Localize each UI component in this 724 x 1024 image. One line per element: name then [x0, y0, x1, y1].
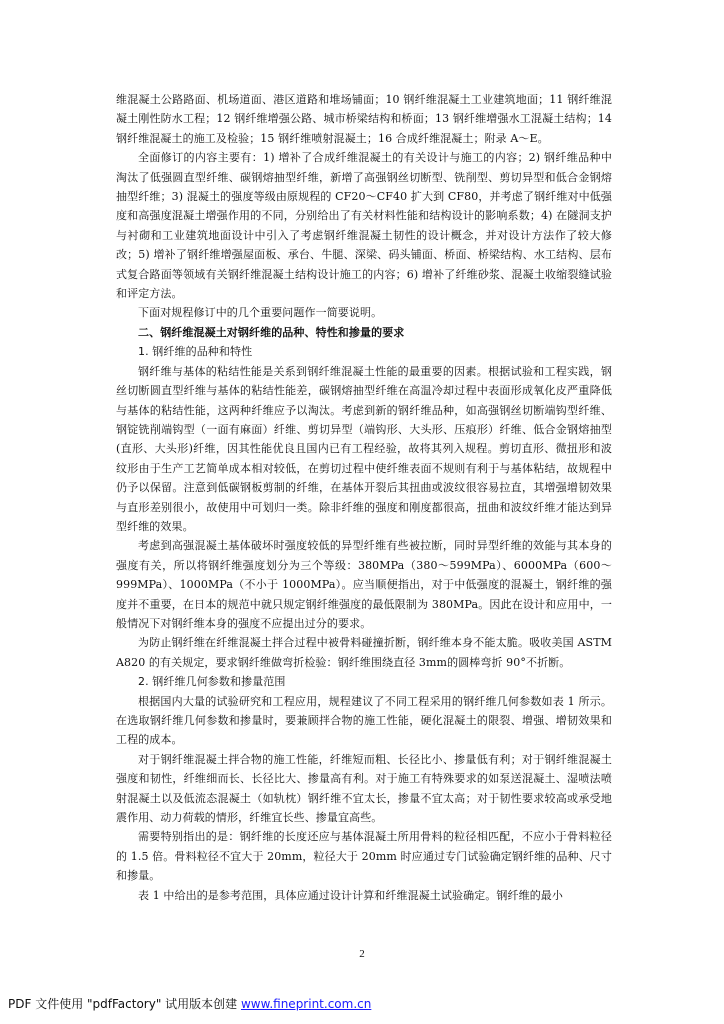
paragraph-1: 维混凝土公路路面、机场道面、港区道路和堆场铺面；10 钢纤维混凝土工业建筑地面；11 钢纤维混凝土刚性防水工程；12 钢纤维增强公路、城市桥梁结构和桥面；13 钢纤维增强水工混凝土结构；14 钢纤维混凝土的施工及检验；15 钢纤维喷射混凝土；16 合成纤维混凝土；附录 A～E。: [116, 93, 612, 145]
section-heading: 二、钢纤维混凝土对钢纤维的品种、特性和掺量的要求: [138, 325, 405, 339]
paragraph-8: 对于钢纤维混凝土拌合物的施工性能，纤维短而粗、长径比小、掺量低有利；对于钢纤维混凝土强度和韧性，纤维细而长、长径比大、掺量高有利。对于施工有特殊要求的如泵送混凝土、湿喷法喷射混凝土以及低流态混凝土（如轨枕）钢纤维不宜太长，掺量不宜太高；对于韧性要求较高或承受地震作用、动力荷载的情形，纤维宜长些、掺量宜高些。: [116, 752, 612, 825]
paragraph-4: 钢纤维与基体的粘结性能是关系到钢纤维混凝土性能的最重要的因素。根据试验和工程实践，钢丝切断圆直型纤维与基体的粘结性能差，碳钢熔抽型纤维在高温冷却过程中表面形成氧化皮严重降低与基体的粘结性能，这两种纤维应予以淘汰。考虑到新的钢纤维品种，如高强钢丝切断端钩型纤维、钢锭铣削端钩型（一面有麻面）纤维、剪切异型（端钩形、大头形、压痕形）纤维、低合金钢熔抽型(直形、大头形)纤维，因其性能优良且国内已有工程经验，故将其列入规程。剪切直形、微扭形和波纹形由于生产工艺简单成本相对较低，在剪切过程中使纤维表面不规则有利于与基体粘结，故规程中仍予以保留。注意到低碳钢板剪制的纤维，在基体开裂后其扭曲或波纹很容易拉直，其增强增韧效果与直形差别很小，故使用中可划归一类。除非纤维的强度和刚度都很高，扭曲和波纹纤维才能达到异型纤维的效果。: [116, 364, 612, 533]
pdf-footer: [8, 995, 371, 1012]
paragraph-3: 下面对规程修订中的几个重要问题作一简要说明。: [138, 306, 383, 320]
document-body: [116, 90, 612, 905]
paragraph-5: 考虑到高强混凝土基体破坏时强度较低的异型纤维有些被拉断，同时异型纤维的效能与其本身的强度有关，所以将钢纤维强度划分为三个等级：380MPa（380～599MPa）、6000MPa（600～999MPa）、1000MPa（不小于 1000MPa）。应当顺便指出，对于中低强度的混凝土，钢纤维的强度并不重要，在日本的规范中就只规定钢纤维强度的最低限制为 380MPa。因此在设计和应用中，一般情况下对钢纤维本身的强度不应提出过分的要求。: [116, 539, 612, 630]
paragraph-6: 为防止钢纤维在纤维混凝土拌合过程中被骨料碰撞折断，钢纤维本身不能太脆。吸收美国 ASTM A820 的有关规定，要求钢纤维做弯折检验：钢纤维围绕直径 3mm的圆棒弯折 90°不折断。: [116, 636, 612, 669]
subsection-heading-1: 1. 钢纤维的品种和特性: [138, 345, 253, 359]
footer-link[interactable]: www.fineprint.com.cn: [240, 997, 372, 1011]
paragraph-10: 表 1 中给出的是参考范围，具体应通过设计计算和纤维混凝土试验确定。钢纤维的最小: [138, 888, 563, 902]
paragraph-9: 需要特别指出的是：钢纤维的长度还应与基体混凝土所用骨料的粒径相匹配，不应小于骨料粒径的 1.5 倍。骨料粒径不宜大于 20mm，粒径大于 20mm 时应通过专门试验确定钢纤维的品种、尺寸和掺量。: [116, 830, 612, 883]
paragraph-7: 根据国内大量的试验研究和工程应用，规程建议了不同工程采用的钢纤维几何参数如表 1 所示。在选取钢纤维几何参数和掺量时，要兼顾拌合物的施工性能，硬化混凝土的限裂、增强、增韧效果和工程的成本。: [116, 694, 612, 747]
footer-label: PDF 文件使用 "pdfFactory" 试用版本创建: [8, 997, 238, 1011]
subsection-heading-2: 2. 钢纤维几何参数和掺量范围: [138, 675, 286, 689]
page-number: 2: [359, 948, 365, 960]
paragraph-2: 全面修订的内容主要有：1) 增补了合成纤维混凝土的有关设计与施工的内容；2) 钢纤维品种中淘汰了低强圆直型纤维、碳钢熔抽型纤维，新增了高强钢丝切断型、铣削型、剪切异型和低合金钢熔抽型纤维；3) 混凝土的强度等级由原规程的 CF20～CF40 扩大到 CF80，并考虑了钢纤维对中低强度和高强度混凝土增强作用的不同，分别给出了有关材料性能和结构设计的影响系数；4) 在隧洞支护与衬砌和工业建筑地面设计中引入了考虑钢纤维混凝土韧性的设计概念，并对设计方法作了较大修改；5) 增补了钢纤维增强屋面板、承台、牛腿、深梁、码头铺面、桥面、桥梁结构、水工结构、层布式复合路面等领域有关钢纤维混凝土结构设计施工的内容；6) 增补了纤维砂浆、混凝土收缩裂缝试验和评定方法。: [116, 151, 612, 301]
